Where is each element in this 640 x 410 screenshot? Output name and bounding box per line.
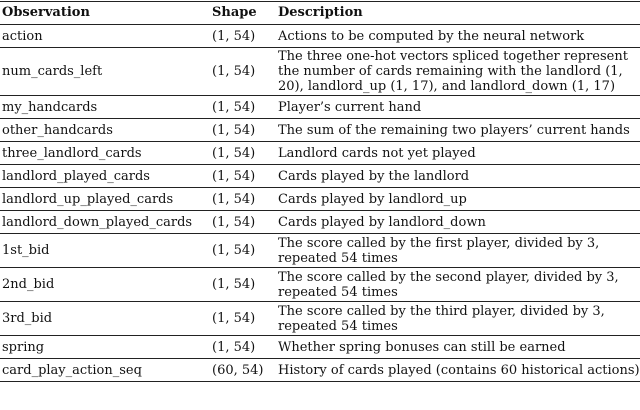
table-row [0, 359, 640, 382]
shape-cell: (1, 54) [210, 96, 276, 119]
description-cell: Whether spring bonuses can still be earned [276, 336, 640, 359]
shape-cell: (1, 54) [210, 25, 276, 48]
shape-cell: (1, 54) [210, 188, 276, 211]
header-row [0, 2, 640, 25]
description-cell: Cards played by landlord_up [276, 188, 640, 211]
header-observation: Observation [0, 2, 210, 25]
observation-cell: my_handcards [0, 96, 210, 119]
table-row [0, 302, 640, 336]
description-cell: The score called by the third player, divided by 3, repeated 54 times [276, 302, 640, 336]
description-cell: The three one-hot vectors spliced together represent the number of cards remaining with the landlord (1, 20), landlord_up (1, 17), and landlord_down (1, 17) [276, 48, 640, 96]
description-cell: Cards played by landlord_down [276, 211, 640, 234]
shape-cell: (1, 54) [210, 336, 276, 359]
table-row [0, 48, 640, 96]
observation-cell: landlord_down_played_cards [0, 211, 210, 234]
shape-cell: (1, 54) [210, 119, 276, 142]
observation-table [0, 1, 640, 382]
description-cell: The score called by the second player, divided by 3, repeated 54 times [276, 268, 640, 302]
table-row [0, 336, 640, 359]
shape-cell: (1, 54) [210, 302, 276, 336]
table-row [0, 25, 640, 48]
table-row [0, 211, 640, 234]
table-row [0, 119, 640, 142]
shape-cell: (1, 54) [210, 48, 276, 96]
description-cell: The score called by the first player, divided by 3, repeated 54 times [276, 234, 640, 268]
shape-cell: (1, 54) [210, 165, 276, 188]
description-cell: Cards played by the landlord [276, 165, 640, 188]
description-cell: Landlord cards not yet played [276, 142, 640, 165]
observation-cell: other_handcards [0, 119, 210, 142]
observation-cell: landlord_played_cards [0, 165, 210, 188]
observation-cell: action [0, 25, 210, 48]
shape-cell: (1, 54) [210, 142, 276, 165]
table-row [0, 165, 640, 188]
observation-cell: spring [0, 336, 210, 359]
description-cell: History of cards played (contains 60 historical actions) [276, 359, 640, 382]
shape-cell: (1, 54) [210, 268, 276, 302]
table-row [0, 142, 640, 165]
header-shape: Shape [210, 2, 276, 25]
observation-cell: 3rd_bid [0, 302, 210, 336]
shape-cell: (1, 54) [210, 234, 276, 268]
description-cell: The sum of the remaining two players’ current hands [276, 119, 640, 142]
observation-cell: 1st_bid [0, 234, 210, 268]
shape-cell: (60, 54) [210, 359, 276, 382]
table-row [0, 96, 640, 119]
observation-cell: card_play_action_seq [0, 359, 210, 382]
description-cell: Player’s current hand [276, 96, 640, 119]
description-cell: Actions to be computed by the neural network [276, 25, 640, 48]
observation-cell: landlord_up_played_cards [0, 188, 210, 211]
observation-cell: 2nd_bid [0, 268, 210, 302]
observation-cell: three_landlord_cards [0, 142, 210, 165]
table-row [0, 188, 640, 211]
shape-cell: (1, 54) [210, 211, 276, 234]
table-row [0, 268, 640, 302]
table-row [0, 234, 640, 268]
header-description: Description [276, 2, 640, 25]
observation-cell: num_cards_left [0, 48, 210, 96]
